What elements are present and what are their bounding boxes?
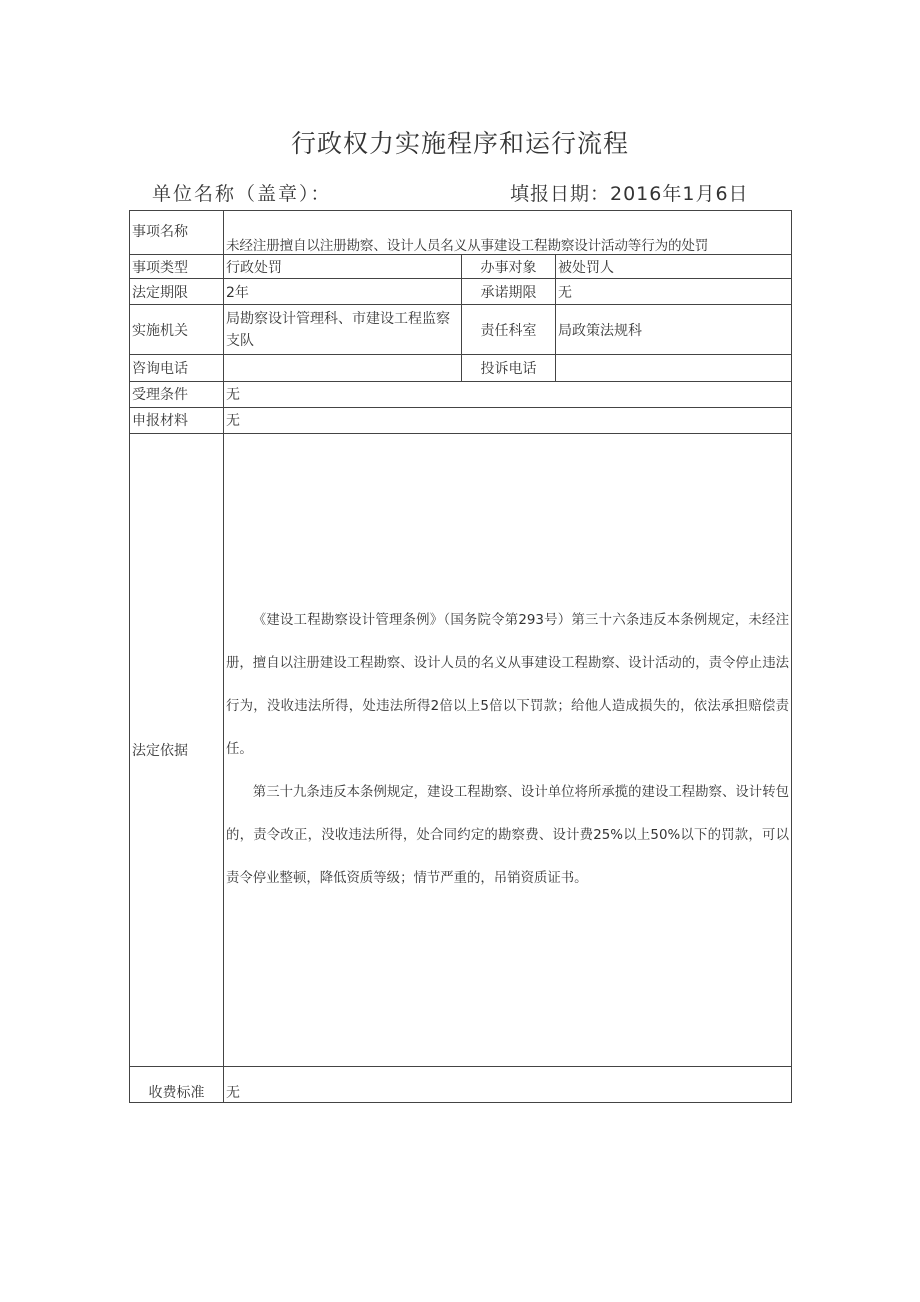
dept-value: 局政策法规科: [556, 305, 792, 355]
item-name-label: 事项名称: [130, 211, 224, 255]
consult-phone-value: [224, 355, 462, 381]
dept-label: 责任科室: [462, 305, 556, 355]
promise-limit-label: 承诺期限: [462, 279, 556, 305]
materials-value: 无: [224, 407, 792, 433]
item-type-label: 事项类型: [130, 255, 224, 279]
fee-standard-value: 无: [224, 1066, 792, 1102]
consult-phone-label: 咨询电话: [130, 355, 224, 381]
legal-basis-paragraph: 《建设工程勘察设计管理条例》（国务院令第293号）第三十六条违反本条例规定，未经注册，擅自以注册建设工程勘察、设计人员的名义从事建设工程勘察、设计活动的，责令停止违法行为，没收违法所得，处违法所得2倍以上5倍以下罚款；给他人造成损失的，依法承担赔偿责任。: [226, 613, 790, 758]
legal-limit-value: 2年: [224, 279, 462, 305]
procedure-form-table: [129, 210, 792, 1103]
legal-basis-text: [224, 433, 792, 1066]
page-title: 行政权力实施程序和运行流程: [290, 129, 629, 158]
promise-limit-value: 无: [556, 279, 792, 305]
legal-limit-label: 法定期限: [130, 279, 224, 305]
target-value: 被处罚人: [556, 255, 792, 279]
agency-label: 实施机关: [130, 305, 224, 355]
fee-standard-label: 收费标准: [130, 1066, 224, 1102]
item-name-value: 未经注册擅自以注册勘察、设计人员名义从事建设工程勘察设计活动等行为的处罚: [224, 211, 792, 255]
conditions-label: 受理条件: [130, 381, 224, 407]
materials-label: 申报材料: [130, 407, 224, 433]
item-type-value: 行政处罚: [224, 255, 462, 279]
target-label: 办事对象: [462, 255, 556, 279]
complaint-phone-value: [556, 355, 792, 381]
unit-name-label: 单位名称（盖章）：: [152, 183, 332, 205]
legal-basis-label: 法定依据: [130, 433, 224, 1066]
agency-value: 局勘察设计管理科、市建设工程监察支队: [224, 305, 462, 355]
conditions-value: 无: [224, 381, 792, 407]
fill-date: 填报日期：2016年1月6日: [510, 183, 749, 205]
complaint-phone-label: 投诉电话: [462, 355, 556, 381]
legal-basis-paragraph: 第三十九条违反本条例规定，建设工程勘察、设计单位将所承揽的建设工程勘察、设计转包的，责令改正，没收违法所得，处合同约定的勘察费、设计费25%以上50%以下的罚款，可以责令停业整顿，降低资质等级；情节严重的，吊销资质证书。: [226, 785, 790, 887]
